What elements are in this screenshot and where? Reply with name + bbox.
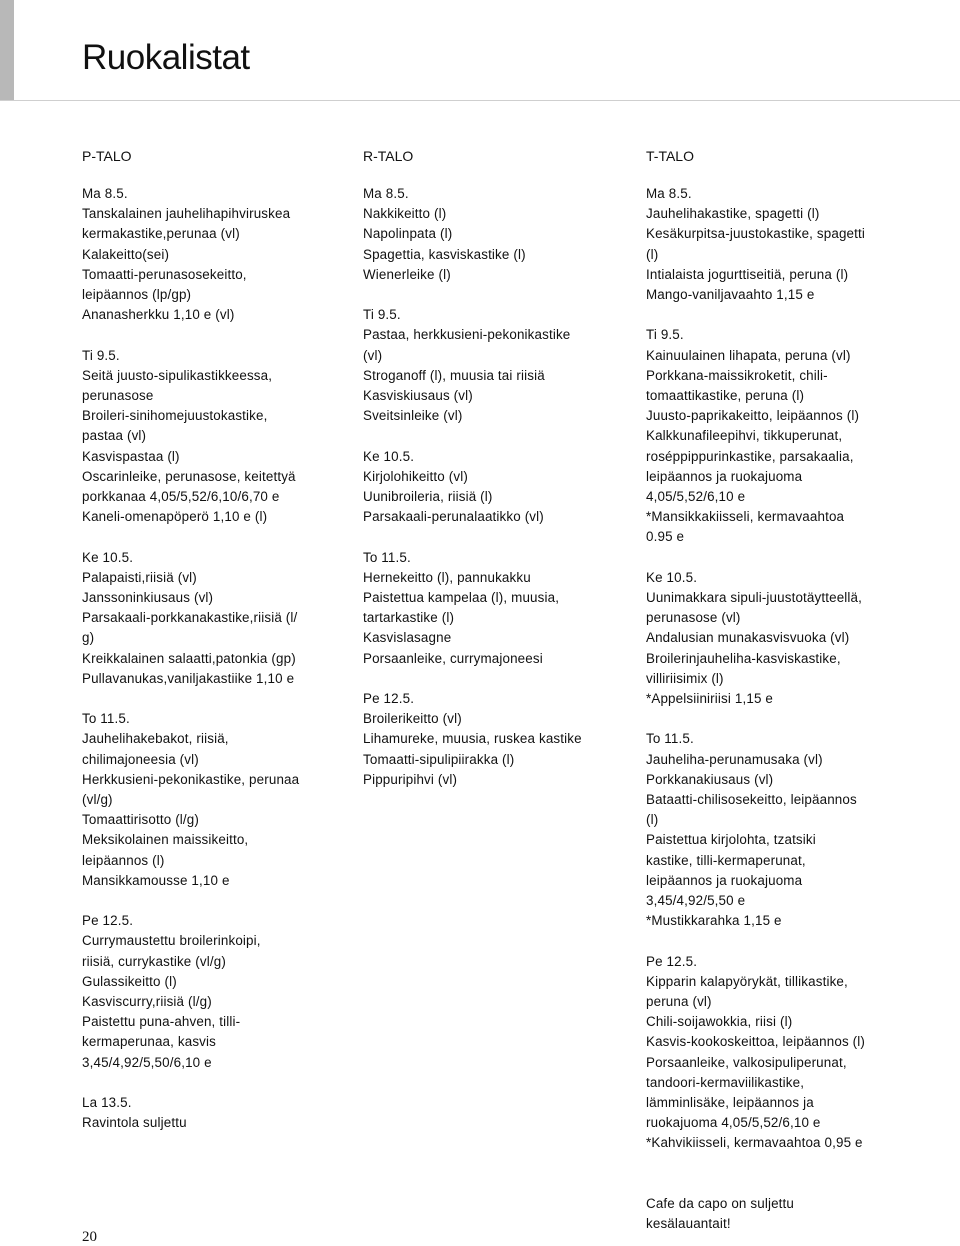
menu-line: Parsakaali-perunalaatikko (vl): [363, 509, 544, 525]
menu-line: (l): [646, 246, 659, 262]
page-title: Ruokalistat: [82, 38, 250, 77]
menu-line: perunasose (vl): [646, 610, 741, 626]
menu-line: leipäannos (l): [82, 852, 165, 868]
menu-line: tartarkastike (l): [363, 610, 455, 626]
menu-column-t-talo: [646, 184, 916, 1234]
menu-line: Ma 8.5.: [363, 186, 409, 201]
menu-line: Porsaanleike, valkosipuliperunat,: [646, 1054, 847, 1070]
menu-line: pastaa (vl): [82, 428, 147, 444]
menu-line: Lihamureke, muusia, ruskea kastike: [363, 731, 582, 747]
menu-line: Pe 12.5.: [82, 913, 134, 929]
menu-line: Ke 10.5.: [646, 569, 698, 585]
menu-line: Janssoninkiusaus (vl): [82, 590, 214, 606]
menu-line: Stroganoff (l), muusia tai riisiä: [363, 367, 545, 383]
menu-line: *Mansikkakiisseli, kermavaahtoa: [646, 509, 845, 525]
menu-line: Ti 9.5.: [363, 307, 401, 323]
menu-line: Pullavanukas,vaniljakastiike 1,10 e: [82, 670, 295, 686]
menu-line: Kreikkalainen salaatti,patonkia (gp): [82, 650, 296, 666]
menu-line: Pippuripihvi (vl): [363, 771, 458, 787]
menu-line: Jauhelihakastike, spagetti (l): [646, 206, 820, 222]
menu-line: Parsakaali-porkkanakastike,riisiä (l/: [82, 610, 298, 626]
menu-line: leipäannos ja ruokajuoma: [646, 468, 803, 484]
menu-line: Ti 9.5.: [82, 347, 120, 363]
menu-line: 3,45/4,92/5,50/6,10 e: [82, 1054, 212, 1070]
menu-line: Kasviscurry,riisiä (l/g): [82, 994, 212, 1010]
menu-column-p-talo: [82, 184, 352, 1133]
menu-line: Pe 12.5.: [646, 953, 698, 969]
menu-line: 0.95 e: [646, 529, 685, 545]
menu-line: Cafe da capo on suljettu: [646, 1196, 795, 1212]
menu-spacer: [82, 891, 352, 911]
menu-line: ruokajuoma 4,05/5,52/6,10 e: [646, 1115, 821, 1131]
menu-spacer: [82, 325, 352, 345]
menu-line: Gulassikeitto (l): [82, 973, 177, 989]
menu-spacer: [646, 548, 916, 568]
menu-spacer: [646, 931, 916, 951]
menu-line: Ti 9.5.: [646, 327, 684, 343]
menu-line: Ke 10.5.: [363, 448, 415, 464]
menu-line: Paistettua kirjolohta, tzatsiki: [646, 832, 816, 848]
menu-line: g): [82, 630, 95, 646]
menu-line: Kipparin kalapyörykät, tillikastike,: [646, 973, 848, 989]
menu-line: porkkanaa 4,05/5,52/6,10/6,70 e: [82, 489, 280, 505]
menu-line: tandoori-kermaviilikastike,: [646, 1074, 805, 1090]
menu-line: peruna (vl): [646, 994, 712, 1010]
menu-line: Kesäkurpitsa-juustokastike, spagetti: [646, 226, 866, 242]
menu-line: Paistettua kampelaa (l), muusia,: [363, 590, 560, 606]
menu-line: Porkkana-maissikroketit, chili-: [646, 367, 828, 383]
menu-line: Napolinpata (l): [363, 226, 453, 242]
menu-line: 4,05/5,52/6,10 e: [646, 489, 746, 505]
menu-spacer: [363, 285, 633, 305]
menu-line: Sveitsinleike (vl): [363, 408, 463, 424]
menu-line: Meksikolainen maissikeitto,: [82, 832, 249, 848]
menu-line: (l): [646, 812, 659, 828]
menu-line: Tomaattirisotto (l/g): [82, 812, 200, 828]
menu-line: Pastaa, herkkusieni-pekonikastike: [363, 327, 571, 343]
title-divider: [0, 100, 960, 101]
menu-line: kermaperunaa, kasvis: [82, 1034, 216, 1050]
menu-line: Kasvislasagne: [363, 630, 452, 646]
menu-spacer: [646, 709, 916, 729]
menu-spacer: [646, 1174, 916, 1194]
menu-line: Intialaista jogurttiseitiä, peruna (l): [646, 266, 849, 282]
menu-spacer: [646, 1154, 916, 1174]
menu-line: kastike, tilli-kermaperunat,: [646, 852, 806, 868]
column-heading-r-talo: R-TALO: [363, 148, 414, 164]
menu-line: Juusto-paprikakeitto, leipäannos (l): [646, 408, 860, 424]
left-margin-bar: [0, 0, 14, 100]
menu-line: Tomaatti-perunasosekeitto,: [82, 266, 247, 282]
menu-line: Porsaanleike, currymajoneesi: [363, 650, 543, 666]
menu-column-r-talo: [363, 184, 633, 790]
menu-line: lämminlisäke, leipäannos ja: [646, 1095, 814, 1111]
menu-line: Spagettia, kasviskastike (l): [363, 246, 526, 262]
menu-line: Broilerikeitto (vl): [363, 711, 462, 727]
menu-spacer: [82, 527, 352, 547]
menu-line: Porkkanakiusaus (vl): [646, 771, 774, 787]
menu-line: Broileri-sinihomejuustokastike,: [82, 408, 268, 424]
menu-line: 3,45/4,92/5,50 e: [646, 893, 746, 909]
menu-line: roséppippurinkastike, parsakaalia,: [646, 448, 854, 464]
menu-line: La 13.5.: [82, 1095, 132, 1111]
menu-line: To 11.5.: [646, 731, 694, 747]
menu-line: chilimajoneesia (vl): [82, 751, 199, 767]
menu-line: Chili-soijawokkia, riisi (l): [646, 1014, 793, 1030]
menu-line: Ma 8.5.: [646, 186, 692, 201]
menu-line: Kasviskiusaus (vl): [363, 388, 473, 404]
menu-line: Kalakeitto(sei): [82, 246, 170, 262]
menu-line: *Kahvikiisseli, kermavaahtoa 0,95 e: [646, 1135, 863, 1151]
menu-line: Mansikkamousse 1,10 e: [82, 872, 230, 888]
menu-line: Kasvispastaa (l): [82, 448, 180, 464]
menu-line: Pe 12.5.: [363, 691, 415, 707]
menu-line: (vl/g): [82, 792, 113, 808]
menu-line: (vl): [363, 347, 383, 363]
menu-line: tomaattikastike, peruna (l): [646, 388, 805, 404]
menu-spacer: [82, 689, 352, 709]
menu-line: riisiä, currykastike (vl/g): [82, 953, 226, 969]
menu-line: Ke 10.5.: [82, 549, 134, 565]
menu-line: *Appelsiiniriisi 1,15 e: [646, 691, 774, 707]
menu-line: leipäannos ja ruokajuoma: [646, 872, 803, 888]
menu-line: Kasvis-kookoskeittoa, leipäannos (l): [646, 1034, 866, 1050]
menu-line: kesälauantait!: [646, 1216, 731, 1232]
menu-line: Jauheliha-perunamusaka (vl): [646, 751, 823, 767]
menu-line: Herkkusieni-pekonikastike, perunaa: [82, 771, 300, 787]
menu-line: Hernekeitto (l), pannukakku: [363, 569, 531, 585]
menu-line: Ma 8.5.: [82, 186, 128, 201]
menu-line: Jauhelihakebakot, riisiä,: [82, 731, 229, 747]
menu-line: Seitä juusto-sipulikastikkeessa,: [82, 367, 273, 383]
menu-line: leipäannos (lp/gp): [82, 287, 192, 303]
menu-line: To 11.5.: [363, 549, 411, 565]
menu-line: kermakastike,perunaa (vl): [82, 226, 240, 242]
menu-line: *Mustikkarahka 1,15 e: [646, 913, 782, 929]
menu-line: Kaneli-omenapöperö 1,10 e (l): [82, 509, 268, 525]
menu-spacer: [363, 669, 633, 689]
menu-line: Nakkikeitto (l): [363, 206, 447, 222]
menu-line: Currymaustettu broilerinkoipi,: [82, 933, 261, 949]
column-heading-t-talo: T-TALO: [646, 148, 694, 164]
menu-line: Uunimakkara sipuli-juustotäytteellä,: [646, 590, 863, 606]
menu-line: Ravintola suljettu: [82, 1115, 187, 1131]
menu-spacer: [363, 426, 633, 446]
menu-line: Ananasherkku 1,10 e (vl): [82, 307, 235, 323]
menu-line: Uunibroileria, riisiä (l): [363, 489, 493, 505]
menu-line: Palapaisti,riisiä (vl): [82, 569, 197, 585]
menu-spacer: [363, 527, 633, 547]
menu-line: Paistettu puna-ahven, tilli-: [82, 1014, 241, 1030]
menu-line: Kalkkunafileepihvi, tikkuperunat,: [646, 428, 843, 444]
menu-line: Oscarinleike, perunasose, keitettyä: [82, 468, 296, 484]
menu-line: villiriisimix (l): [646, 670, 724, 686]
menu-line: perunasose: [82, 388, 154, 404]
menu-line: Andalusian munakasvisvuoka (vl): [646, 630, 850, 646]
menu-line: Kirjolohikeitto (vl): [363, 468, 468, 484]
menu-line: Bataatti-chilisosekeitto, leipäannos: [646, 792, 857, 808]
column-heading-p-talo: P-TALO: [82, 148, 132, 164]
menu-line: Broilerinjauheliha-kasviskastike,: [646, 650, 841, 666]
menu-line: Mango-vaniljavaahto 1,15 e: [646, 287, 815, 303]
menu-spacer: [82, 1073, 352, 1093]
menu-line: Wienerleike (l): [363, 266, 451, 282]
menu-line: To 11.5.: [82, 711, 130, 727]
menu-line: Kainuulainen lihapata, peruna (vl): [646, 347, 851, 363]
menu-line: Tanskalainen jauhelihapihviruskea: [82, 206, 291, 222]
page-number: 20: [82, 1229, 97, 1245]
menu-line: Tomaatti-sipulipiirakka (l): [363, 751, 515, 767]
menu-spacer: [646, 305, 916, 325]
